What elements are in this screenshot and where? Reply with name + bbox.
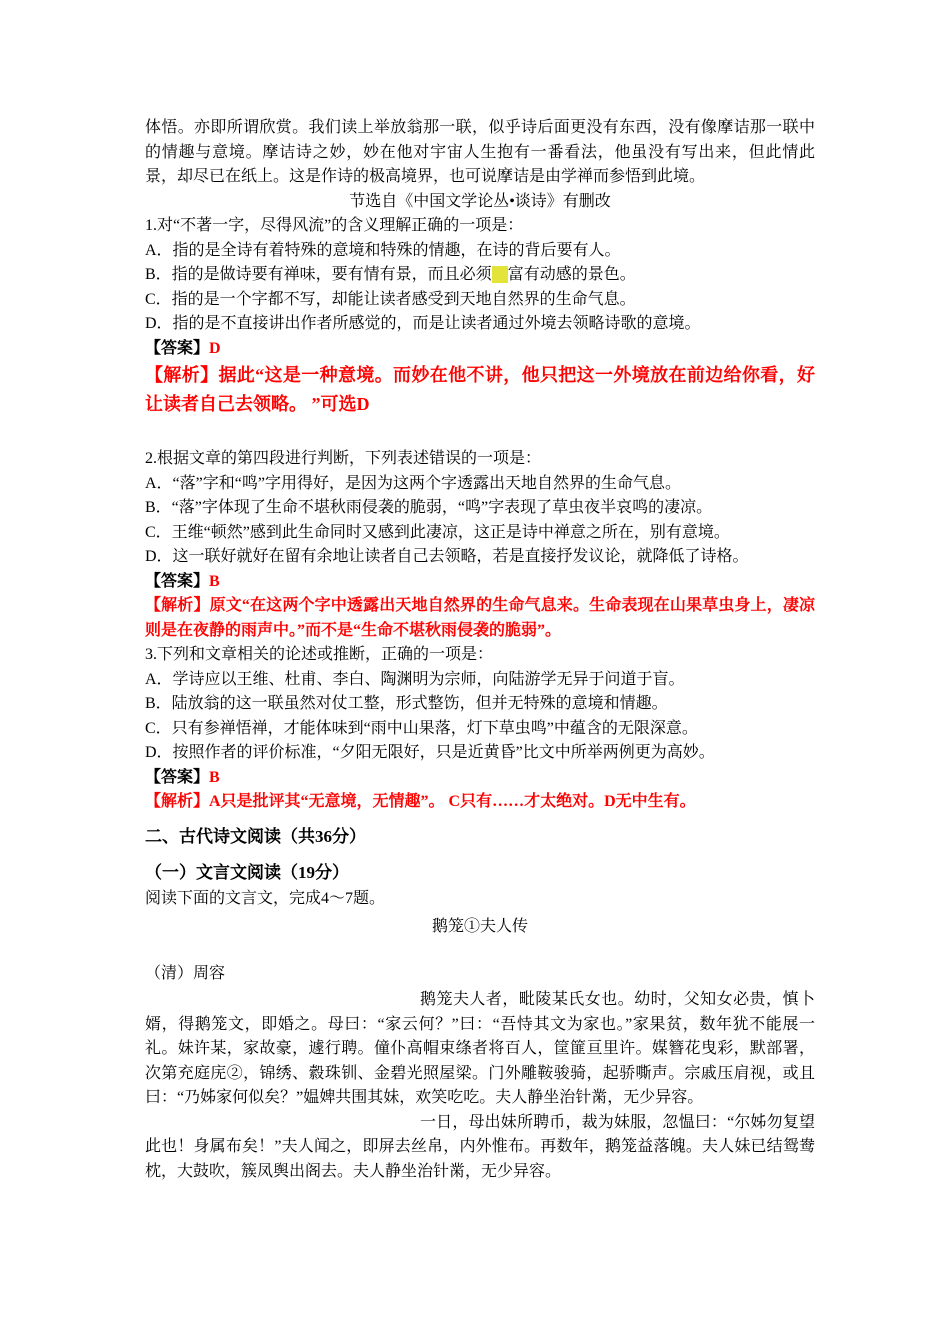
question-1-option-c: C．指的是一个字都不写，却能让读者感受到天地自然界的生命气息。 <box>145 290 636 308</box>
reading-instruction: 阅读下面的文言文，完成4～7题。 <box>145 889 386 907</box>
text-segment: B．指的是做诗要有禅味，要有情有景，而且必须 <box>145 266 492 283</box>
question-2-answer <box>145 570 815 595</box>
question-3-option-b: B．陆放翁的这一联虽然对仗工整，形式整饬，但并无特殊的意境和情趣。 <box>145 695 668 712</box>
gap-1 <box>145 419 815 447</box>
question-1-analysis: 【解析】据此“这是一种意境。而妙在他不讲，他只把这一外境放在前边给你看，好让读者自己去领略。 ”可选D <box>145 365 815 414</box>
highlight-mark <box>492 266 508 283</box>
question-2-option-b: B．“落”字体现了生命不堪秋雨侵袭的脆弱，“鸣”字表现了草虫夜半哀鸣的凄凉。 <box>145 499 713 516</box>
question-2-option-a: A．“落”字和“鸣”字用得好，是因为这两个字透露出天地自然界的生命气息。 <box>145 474 681 492</box>
question-1-option-b <box>145 263 815 288</box>
section-2-1-heading: （一）文言文阅读（19分） <box>145 862 349 882</box>
question-3-analysis: 【解析】A只是批评其“无意境，无情趣”。 C只有……才太绝对。D无中生有。 <box>145 793 696 810</box>
question-2-analysis: 【解析】原文“在这两个字中透露出天地自然界的生命气息来。生命表现在山果草虫身上，凄凉则是在夜静的雨声中。”而不是“生命不堪秋雨侵袭的脆弱”。 <box>145 597 815 639</box>
passage-paragraph-1: 鹅笼夫人者，毗陵某氏女也。幼时，父知女必贵，慎卜婿，得鹅笼文，即婚之。母曰：“家云何？”曰：“吾恃其文为家也。”家果贫，数年犹不能展一礼。妹许某，家故豪，遽行聘。僮仆高帽束绦者将百人，筐篚亘里许。媒簪花曳彩，默部署，次第充庭庑②，锦绣、縠珠钏、金碧光照屋梁。门外雕鞍骏骑，起骄嘶声。宗戚压肩视，或且曰：“乃姊家何似矣？”媪婢共围其妹，欢笑吃吃。夫人静坐治针黹，无少异容。 <box>145 991 815 1106</box>
question-3-option-c: C．只有参禅悟禅，才能体味到“雨中山果落，灯下草虫鸣”中蕴含的无限深意。 <box>145 719 698 737</box>
question-3-answer <box>145 766 815 791</box>
question-2-stem: 2.根据文章的第四段进行判断，下列表述错误的一项是： <box>145 450 542 467</box>
text-segment: 【答案】 <box>145 768 210 786</box>
answer-letter: B <box>209 768 220 786</box>
question-3-option-d: D．按照作者的评价标准，“夕阳无限好，只是近黄昏”比文中所举两例更为高妙。 <box>145 744 715 761</box>
question-1-stem: 1.对“不著一字，尽得风流”的含义理解正确的一项是： <box>145 217 524 234</box>
text-segment: 【答案】 <box>145 572 210 590</box>
question-1-answer <box>145 337 815 362</box>
answer-letter: D <box>209 339 221 357</box>
text-segment: 富有动感的景色。 <box>507 266 636 283</box>
text-segment: 【答案】 <box>145 339 210 357</box>
passage-paragraph-2: 一日，母出妹所聘币，裁为妹服，忽愠曰：“尔姊勿复望此也！身属布矣！”夫人闻之，即屏去丝帛，内外惟布。再数年，鹅笼益落魄。夫人妹已结鸳鸯枕，大鼓吹，簇凤舆出阁去。夫人静坐治针黹，无少异容。 <box>145 1113 815 1180</box>
document-body <box>145 116 815 1184</box>
question-3-stem: 3.下列和文章相关的论述或推断，正确的一项是： <box>145 646 494 663</box>
passage-title: 鹅笼①夫人传 <box>431 918 528 935</box>
answer-letter: B <box>209 572 220 590</box>
question-2-option-c: C．王维“顿然”感到此生命同时又感到此凄凉，这正是诗中禅意之所在，别有意境。 <box>145 523 730 541</box>
source-line: 节选自《中国文学论丛•谈诗》有删改 <box>349 192 611 210</box>
question-1-option-d: D．指的是不直接讲出作者所感觉的，而是让读者通过外境去领略诗歌的意境。 <box>145 315 701 332</box>
intro-paragraph: 体悟。亦即所谓欣赏。我们读上举放翁那一联，似乎诗后面更没有东西，没有像摩诘那一联中的情趣与意境。摩诘诗之妙，妙在他对宇宙人生抱有一番看法，他虽没有写出来，但此情此景，却尽已在纸上。这是作诗的极高境界，也可说摩诘是由学禅而参悟到此境。 <box>145 119 815 185</box>
passage-author: （清）周容 <box>145 964 226 982</box>
section-2-heading: 二、古代诗文阅读（共36分） <box>145 826 366 846</box>
question-2-option-d: D．这一联好就好在留有余地让读者自己去领略，若是直接抒发议论，就降低了诗格。 <box>145 548 749 565</box>
question-3-option-a: A．学诗应以王维、杜甫、李白、陶渊明为宗师，向陆游学无异于问道于盲。 <box>145 670 685 688</box>
question-1-option-a: A．指的是全诗有着特殊的意境和特殊的情趣，在诗的背后要有人。 <box>145 241 621 259</box>
